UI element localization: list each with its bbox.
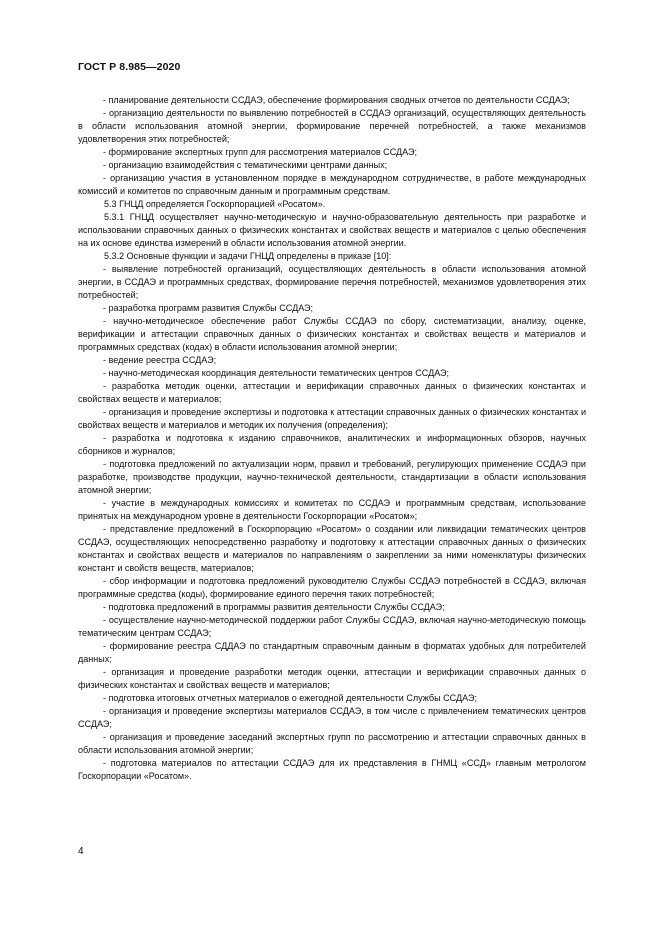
paragraph: - организация и проведение заседаний экспертных групп по рассмотрению и аттестации справочных данных в области использования атомной энергии;: [78, 732, 586, 755]
paragraph: - подготовка предложений по актуализации норм, правил и требований, регулирующих применение ССДАЭ при разработке, производстве продукции, научно-технической деятельности, стандартизации в области использования атомной энергии;: [78, 459, 586, 495]
paragraph: - подготовка предложений в программы развития деятельности Службы ССДАЭ;: [103, 602, 445, 612]
subsection-paragraph: 5.3.1 ГНЦД осуществляет научно-методическую и научно-образовательную деятельность при разработке и использовании справочных данных о физических константах и свойствах веществ и материалов с целью обеспечения на их основе единства измерений в области использования атомной энергии.: [78, 212, 586, 248]
page-number: 4: [78, 846, 84, 857]
paragraph: - осуществление научно-методической поддержки работ Службы ССДАЭ, включая научно-методическую помощь тематическим центрам ССДАЭ;: [78, 615, 586, 638]
paragraph: - подготовка материалов по аттестации ССДАЭ для их представления в ГНМЦ «ССД» главным метрологом Госкорпорации «Росатом».: [78, 758, 586, 781]
paragraph: - разработка программ развития Службы ССДАЭ;: [103, 303, 314, 313]
paragraph: - планирование деятельности ССДАЭ, обеспечение формирования сводных отчетов по деятельности ССДАЭ;: [103, 95, 570, 105]
paragraph: - сбор информации и подготовка предложений руководителю Службы ССДАЭ потребностей в ССДАЭ, включая программные средства (коды), формирование единого перечня таких потребностей;: [78, 576, 586, 599]
paragraph: - представление предложений в Госкорпорацию «Росатом» о создании или ликвидации тематических центров ССДАЭ, осуществляющих непосредственно разработку и подготовку к аттестации справочных данных о физических константах и свойствах веществ и материалов по направлениям о закреплении за ними номенклатуры физических констант и свойств веществ, материалов;: [78, 524, 586, 573]
paragraph: - организация и проведение разработки методик оценки, аттестации и верификации справочных данных о физических константах и свойствах веществ и материалов;: [78, 667, 586, 690]
paragraph: - формирование экспертных групп для рассмотрения материалов ССДАЭ;: [103, 147, 418, 157]
paragraph: - организацию участия в установленном порядке в международном сотрудничестве, в работе международных комиссий и комитетов по справочным данным и программным средствам.: [78, 173, 586, 196]
document-body: [78, 94, 586, 783]
paragraph: - научно-методическая координация деятельности тематических центров ССДАЭ;: [103, 368, 450, 378]
subsection-paragraph: 5.3.2 Основные функции и задачи ГНЦД определены в приказе [10]:: [104, 251, 392, 261]
section-heading: 5.3 ГНЦД определяется Госкорпорацией «Росатом».: [104, 199, 326, 209]
paragraph: - разработка методик оценки, аттестации и верификации справочных данных о физических константах и свойствах веществ и материалов;: [78, 381, 586, 404]
paragraph: - ведение реестра ССДАЭ;: [103, 355, 217, 365]
paragraph: - формирование реестра СДДАЭ по стандартным справочным данным в форматах удобных для потребителей данных;: [78, 641, 586, 664]
paragraph: - организация и проведение экспертизы и подготовка к аттестации справочных данных о физических константах и свойствах веществ и материалов и методик их получения (определения);: [78, 407, 586, 430]
paragraph: - организацию деятельности по выявлению потребностей в ССДАЭ организаций, осуществляющих деятельность в области использования атомной энергии, формирование перечней потребностей, а также механизмов удовлетворения этих потребностей;: [78, 108, 586, 144]
paragraph: - выявление потребностей организаций, осуществляющих деятельность в области использования атомной энергии, в ССДАЭ и программных средствах, формирование перечня потребностей, механизмов удовлетворения этих потребностей;: [78, 264, 586, 300]
paragraph: - подготовка итоговых отчетных материалов о ежегодной деятельности Службы ССДАЭ;: [103, 693, 477, 703]
paragraph: - участие в международных комиссиях и комитетах по ССДАЭ и программным средствам, использование принятых на международном уровне в деятельности Госкорпорации «Росатом»;: [78, 498, 586, 521]
document-header: ГОСТ Р 8.985—2020: [78, 61, 181, 73]
paragraph: - научно-методическое обеспечение работ Службы ССДАЭ по сбору, систематизации, анализу, оценке, верификации и аттестации справочных данных о физических константах и свойствах веществ и материалов и программных средствах (кодах) в области использования атомной энергии;: [78, 316, 586, 352]
paragraph: - организация и проведение экспертизы материалов ССДАЭ, в том числе с привлечением тематических центров ССДАЭ;: [78, 706, 586, 729]
paragraph: - разработка и подготовка к изданию справочников, аналитических и информационных обзоров, научных сборников и журналов;: [78, 433, 586, 456]
paragraph: - организацию взаимодействия с тематическими центрами данных;: [103, 160, 388, 170]
